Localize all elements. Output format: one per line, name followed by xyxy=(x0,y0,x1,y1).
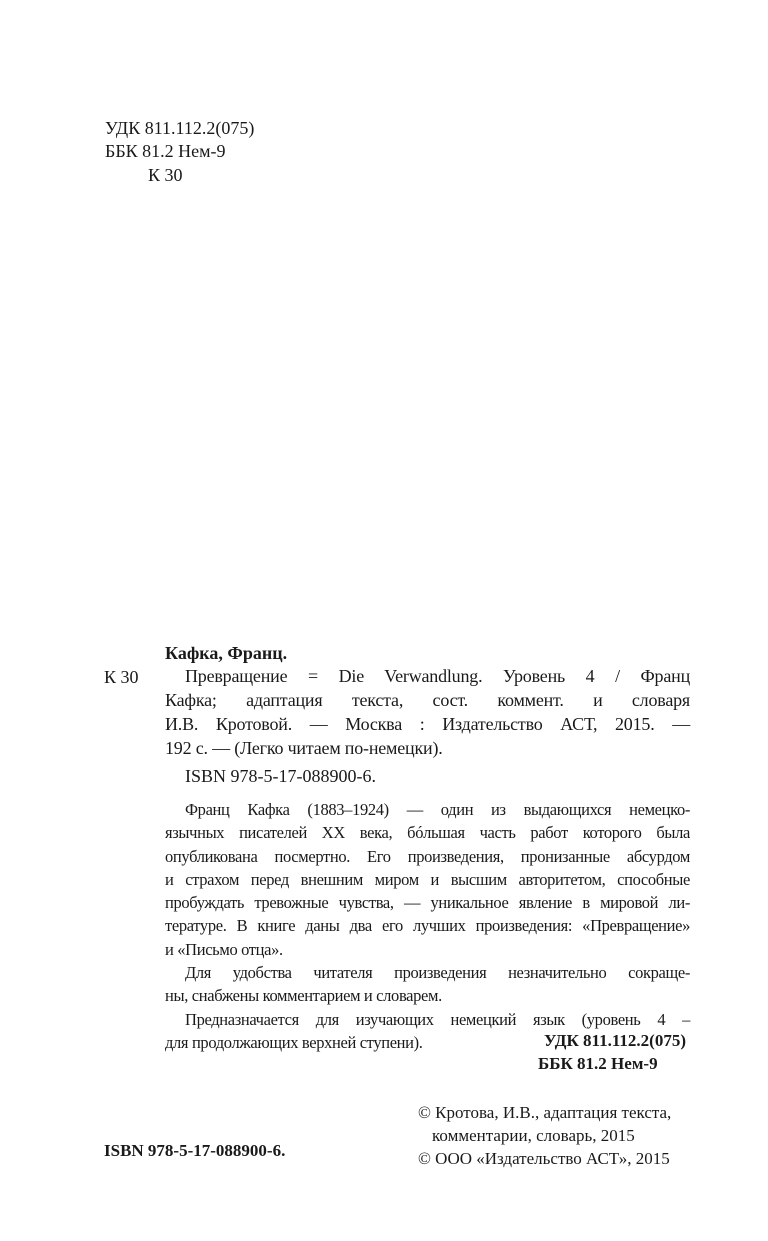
annotation-line: пробуждать тревожные чувства, — уникальное явление в мировой ли- xyxy=(165,893,690,913)
card-udk: УДК 811.112.2(075) xyxy=(544,1031,686,1050)
copyright-line: © Кротова, И.В., адаптация текста, xyxy=(418,1103,672,1122)
bib-line: Кафка; адаптация текста, сост. коммент. и словаря xyxy=(165,690,690,710)
annotation-line: тературе. В книге даны два его лучших произведения: «Превращение» xyxy=(165,916,690,936)
bib-line: И.В. Кротовой. — Москва : Издательство АСТ, 2015. — xyxy=(165,714,690,734)
copyright-block xyxy=(418,1101,671,1170)
udk-code: УДК 811.112.2(075) xyxy=(105,118,255,138)
card-author-mark: К 30 xyxy=(104,667,139,687)
author-mark: К 30 xyxy=(148,165,183,185)
card-bbk: ББК 81.2 Нем-9 xyxy=(538,1054,658,1073)
annotation-line: и страхом перед внешним миром и высшим авторитетом, способные xyxy=(165,869,690,889)
annotation-line: язычных писателей XX века, бóльшая часть работ которого была xyxy=(165,823,690,843)
annotation xyxy=(165,798,690,1054)
copyright-line: комментарии, словарь, 2015 xyxy=(432,1126,635,1145)
annotation-line: Франц Кафка (1883–1924) — один из выдающихся немецко- xyxy=(185,800,690,819)
card-author: Кафка, Франц. xyxy=(165,643,288,663)
copyright-line: © ООО «Издательство АСТ», 2015 xyxy=(418,1149,670,1168)
annotation-line: и «Письмо отца». xyxy=(165,939,283,959)
annotation-line: для продолжающих верхней ступени). xyxy=(165,1032,423,1052)
bib-line: 192 с. — (Легко читаем по-немецки). xyxy=(165,738,443,758)
annotation-line: Для удобства читателя произведения незначительно сокраще- xyxy=(185,963,690,983)
annotation-line: ны, снабжены комментарием и словарем. xyxy=(165,986,442,1006)
card-isbn: ISBN 978-5-17-088900-6. xyxy=(185,766,376,786)
footer-isbn: ISBN 978-5-17-088900-6. xyxy=(104,1141,286,1160)
annotation-line: опубликована посмертно. Его произведения, пронизанные абсурдом xyxy=(165,846,690,866)
bbk-code: ББК 81.2 Нем-9 xyxy=(105,141,226,161)
bib-line: Превращение = Die Verwandlung. Уровень 4 / Франц xyxy=(185,666,690,686)
bibliographic-description xyxy=(165,664,690,760)
annotation-line: Предназначается для изучающих немецкий язык (уровень 4 – xyxy=(185,1009,690,1029)
